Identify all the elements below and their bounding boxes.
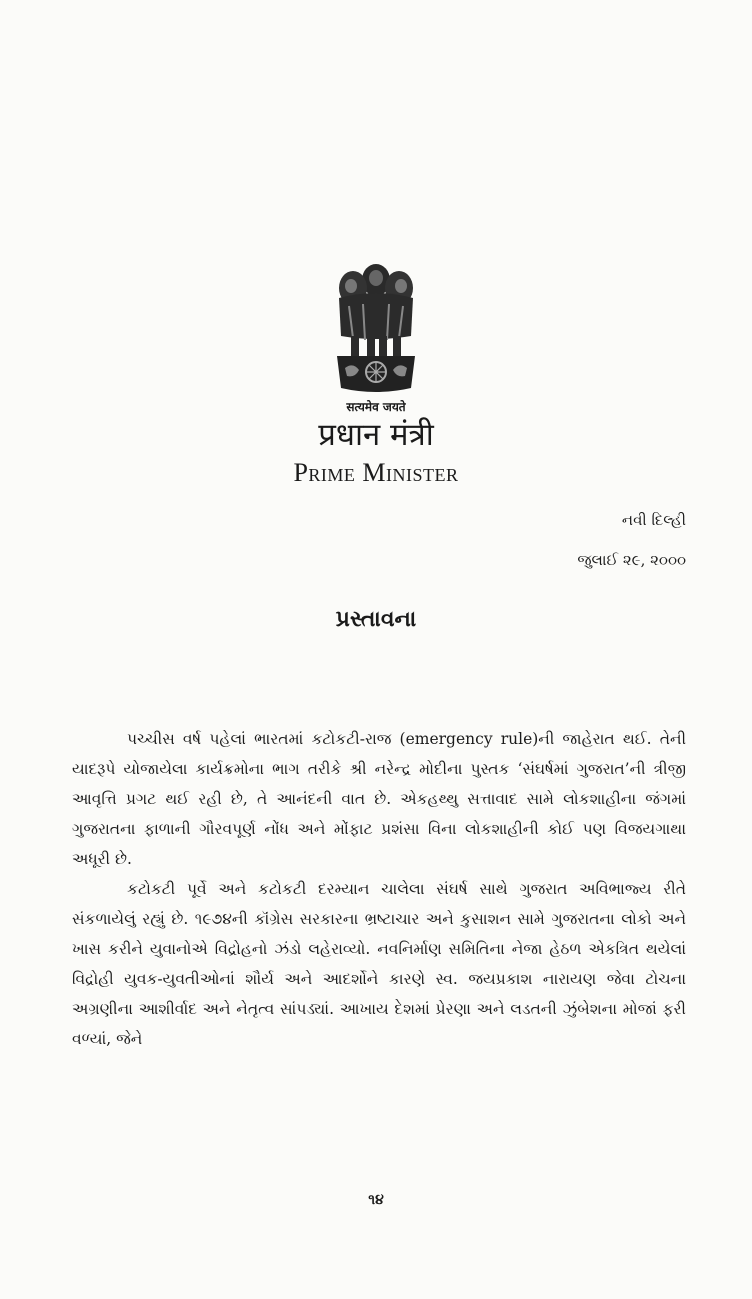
page-number: ૧૪ xyxy=(368,1192,384,1208)
letter-place: નવી દિલ્હી xyxy=(621,511,686,529)
state-emblem-icon xyxy=(327,258,425,398)
paragraph: પચ્ચીસ વર્ષ પહેલાં ભારતમાં કટોકટી-રાજ (emergency rule)ની જાહેરાત થઈ. તેની યાદરૂપે યોજાયેલા કાર્યક્રમોના ભાગ તરીકે શ્રી નરેન્દ્ર મોદીના પુસ્તક ‘સંઘર્ષમાં ગુજરાત’ની ત્રીજી આવૃત્તિ પ્રગટ થઈ રહી છે, તે આનંદની વાત છે. એકહથ્થુ સત્તાવાદ સામે લોકશાહીના જંગમાં ગુજરાતના ફાળાની ગૌરવપૂર્ણ નોંધ અને મોંફાટ પ્રશંસા વિના લોકશાહીની કોઈ પણ વિજયગાથા અધૂરી છે. xyxy=(72,730,686,868)
office-title-hindi: प्रधान मंत्री xyxy=(318,417,434,453)
paragraph: કટોકટી પૂર્વે અને કટોકટી દરમ્યાન ચાલેલા સંઘર્ષ સાથે ગુજરાત અવિભાજ્ય રીતે સંકળાયેલું રહ્યું છે. ૧૯૭૪ની કૉંગ્રેસ સરકારના ભ્રષ્ટાચાર અને કુસાશન સામે ગુજરાતના લોકો અને ખાસ કરીને યુવાનોએ વિદ્રોહનો ઝંડો લહેરાવ્યો. નવનિર્માણ સમિતિના નેજા હેઠળ એકત્રિત થયેલાં વિદ્રોહી યુવક-યુવતીઓનાં શૌર્ય અને આદર્શોને કારણે સ્વ. જયપ્રકાશ નારાયણ જેવા ટોચના અગ્રણીના આશીર્વાદ અને નેતૃત્વ સાંપડ્યાં. આખાય દેશમાં પ્રેરણા અને લડતની ઝુંબેશના મોજાં ફરી વળ્યાં, જેને xyxy=(72,880,686,1048)
letter-body xyxy=(72,724,686,1054)
page-heading: પ્રસ્તાવના xyxy=(335,606,417,632)
office-title-english: Prime Minister xyxy=(293,458,459,487)
letter-date: જુલાઈ ૨૯, ૨૦૦૦ xyxy=(577,551,686,569)
emblem-motto: सत्यमेव जयते xyxy=(346,400,406,414)
